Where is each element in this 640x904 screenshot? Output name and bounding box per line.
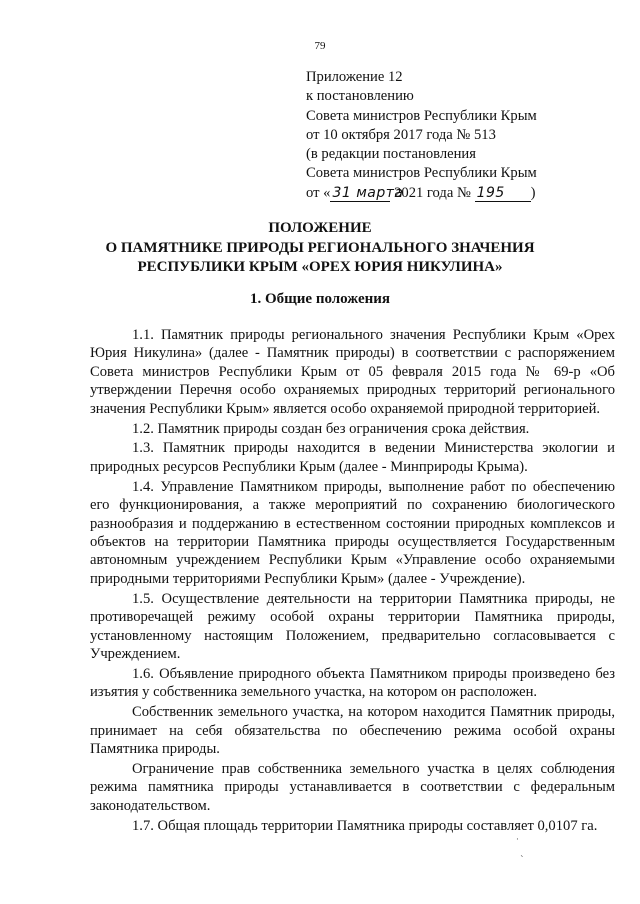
appendix-block — [306, 68, 636, 203]
title-line: РЕСПУБЛИКИ КРЫМ «ОРЕХ ЮРИЯ НИКУЛИНА» — [137, 259, 503, 275]
appendix-line: к постановлению — [306, 88, 414, 105]
appendix-line: от 10 октября 2017 года № 513 — [306, 126, 496, 143]
handwritten-date: 31 марта — [332, 184, 404, 201]
paragraph: 1.1. Памятник природы регионального значения Республики Крым «Орех Юрия Никулина» (далее - Памятник природы) в соответствии с распоряжением Совета министров Республики Крым от 05 февраля 2015 года № 69-р «Об утверждении Перечня особо охраняемых природных территорий регионального значения Республики Крым» является особо охраняемой природной территорией. — [90, 327, 615, 417]
appendix-line: (в редакции постановления — [306, 146, 476, 163]
paragraph: 1.4. Управление Памятником природы, выполнение работ по обеспечению его функционирования, а также мероприятий по сохранению биологического разнообразия и поддержанию в естественном состоянии природных комплексов и объектов на территории Памятника природы осуществляется Государственным автономным учреждением Республики Крым «Управление особо охраняемыми природными территориями Республики Крым» (далее - Учреждение). — [90, 478, 615, 587]
document-body — [90, 326, 615, 836]
scan-speck: ˎ — [520, 848, 525, 858]
title-line: О ПАМЯТНИКЕ ПРИРОДЫ РЕГИОНАЛЬНОГО ЗНАЧЕНИЯ — [105, 239, 535, 256]
appendix-line: Совета министров Республики Крым — [306, 165, 537, 182]
section-heading: 1. Общие положения — [249, 291, 391, 307]
handwritten-number: 195 — [475, 186, 531, 202]
appendix-date-prefix: от « — [306, 184, 331, 201]
appendix-line: Совета министров Республики Крым — [306, 107, 537, 124]
scan-speck: · — [516, 835, 519, 845]
page-number: 79 — [314, 40, 326, 52]
paragraph: Собственник земельного участка, на котором находится Памятник природы, принимает на себя обязательства по обеспечению режима особой охраны Памятника природы. — [90, 704, 615, 757]
paragraph: Ограничение прав собственника земельного участка в целях соблюдения режима памятника природы устанавливается в соответствии с федеральным законодательством. — [90, 760, 615, 814]
title-line: ПОЛОЖЕНИЕ — [268, 220, 372, 236]
appendix-date-suffix: ) — [530, 184, 536, 201]
paragraph: 1.5. Осуществление деятельности на территории Памятника природы, не противоречащей режиму особой охраны территории Памятника природы, установленному настоящим Положением, предварительно согласовывается с Учреждением. — [90, 590, 615, 662]
paragraph: 1.6. Объявление природного объекта Памятником природы произведено без изъятия у собственника земельного участка, на котором он расположен. — [90, 665, 615, 701]
paragraph: 1.7. Общая площадь территории Памятника природы составляет 0,0107 га. — [132, 817, 598, 834]
appendix-last-line — [306, 184, 636, 203]
document-title — [0, 219, 640, 278]
paragraph: 1.2. Памятник природы создан без ограничения срока действия. — [132, 420, 530, 437]
appendix-date-middle: 2021 года № — [394, 184, 471, 201]
appendix-line: Приложение 12 — [306, 69, 403, 85]
paragraph: 1.3. Памятник природы находится в ведении Министерства экологии и природных ресурсов Республики Крым (далее - Минприроды Крыма). — [90, 440, 615, 475]
